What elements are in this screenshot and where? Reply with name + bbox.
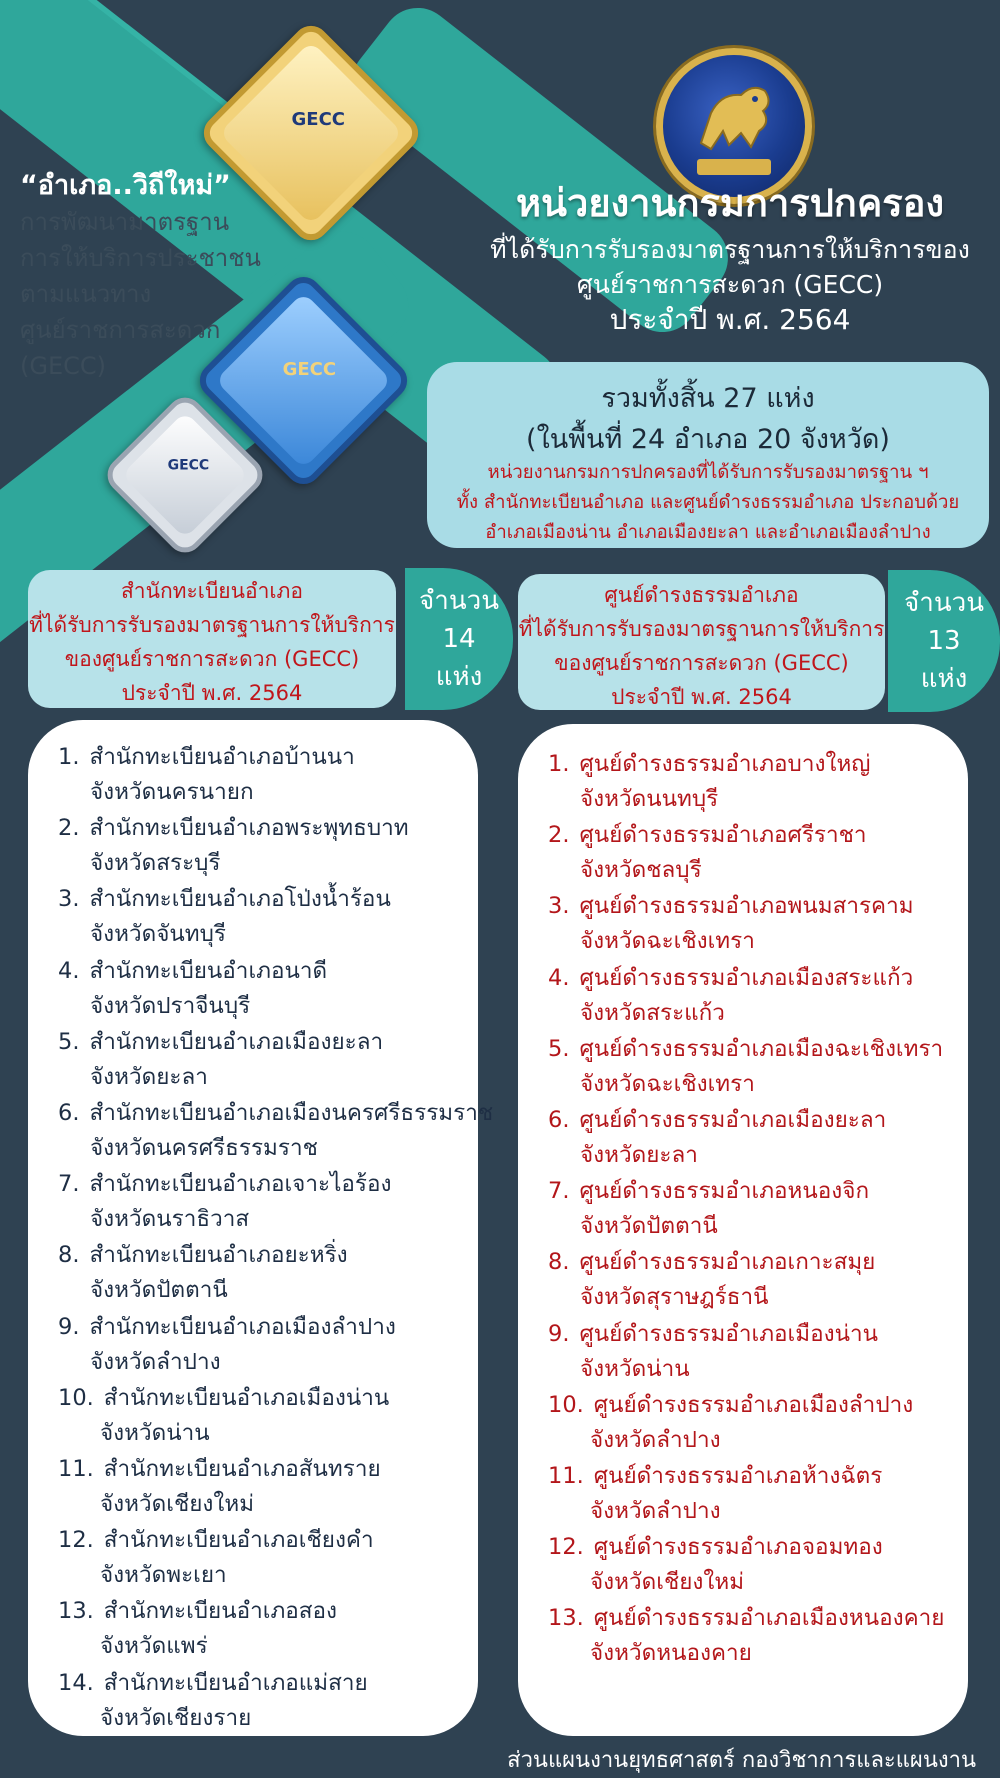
list-item-number: 3.: [548, 893, 570, 920]
category-line: ประจำปี พ.ศ. 2564: [611, 685, 792, 709]
category-line: ที่ได้รับการรับรองมาตรฐานการให้บริการ: [518, 617, 885, 641]
list-item-office-name: สำนักทะเบียนอำเภอพระพุทธบาท: [89, 815, 409, 842]
list-item-office: [548, 887, 914, 923]
list-item-province: จังหวัดนครนายก: [90, 779, 254, 805]
list-item-number: 8.: [548, 1249, 570, 1276]
list-item-office-name: ศูนย์ดำรงธรรมอำเภอเมืองฉะเชิงเทรา: [579, 1035, 944, 1062]
list-item-province: จังหวัดสุราษฎร์ธานี: [580, 1284, 769, 1311]
list-item-office-name: ศูนย์ดำรงธรรมอำเภอห้างฉัตร: [593, 1463, 883, 1489]
list-item-number: 7.: [548, 1178, 570, 1205]
list-item-office: [58, 738, 355, 774]
list-item-office: [548, 816, 867, 852]
subtitle-line: ที่ได้รับการรับรองมาตรฐานการให้บริการของ: [490, 235, 970, 264]
list-item-province: จังหวัดสระบุรี: [90, 850, 221, 877]
list-item-office-name: ศูนย์ดำรงธรรมอำเภอเมืองสระแก้ว: [579, 964, 914, 991]
list-item-number: 5.: [58, 1028, 80, 1055]
list-item-office: [58, 809, 409, 845]
list-item: [548, 1243, 978, 1314]
count-registration-office: [405, 568, 513, 710]
list-item: [548, 959, 978, 1030]
list-item-office: [58, 952, 327, 988]
list-item-number: 13.: [58, 1598, 94, 1625]
list-item-office: [58, 1094, 493, 1130]
list-item-office: [548, 1386, 913, 1422]
list-item-office: [548, 1172, 869, 1208]
footer-credit: ส่วนแผนงานยุทธศาสตร์ กองวิชาการและแผนงาน: [507, 1748, 976, 1773]
list-item-number: 13.: [548, 1605, 584, 1632]
list-item-office-name: ศูนย์ดำรงธรรมอำเภอบางใหญ่: [579, 751, 871, 777]
list-item-office: [58, 1308, 396, 1344]
list-item-office: [58, 880, 391, 916]
list-item-office: [58, 1379, 389, 1415]
tagline-quote: “อำเภอ..วิถีใหม่”: [20, 170, 231, 201]
list-item-province: จังหวัดปัตตานี: [580, 1213, 718, 1240]
list-item: [58, 1592, 488, 1663]
list-item: [58, 1165, 488, 1236]
list-item: [58, 1379, 488, 1450]
category-line: ศูนย์ดำรงธรรมอำเภอ: [604, 583, 799, 607]
list-item-number: 12.: [58, 1527, 94, 1554]
page-subtitle: [470, 232, 990, 337]
list-item: [548, 1528, 978, 1599]
tagline-line: ตามแนวทาง: [20, 280, 152, 308]
list-item-number: 6.: [58, 1100, 80, 1126]
subtitle-line: ประจำปี พ.ศ. 2564: [609, 303, 851, 336]
list-item-province: จังหวัดยะลา: [90, 1063, 208, 1090]
list-item-province: จังหวัดแพร่: [100, 1633, 208, 1660]
list-item-office: [548, 1599, 944, 1635]
list-item-office: [58, 1023, 383, 1059]
list-item-province: จังหวัดหนองคาย: [590, 1640, 752, 1667]
list-item-number: 9.: [58, 1313, 80, 1340]
list-item-office-name: สำนักทะเบียนอำเภอเมืองยะลา: [89, 1028, 384, 1055]
list-item-office-name: สำนักทะเบียนอำเภอนาดี: [89, 957, 328, 984]
list-item-province: จังหวัดยะลา: [580, 1142, 698, 1168]
list-item-office-name: ศูนย์ดำรงธรรมอำเภอจอมทอง: [593, 1534, 883, 1561]
category-line: ของศูนย์ราชการสะดวก (GECC): [554, 651, 849, 675]
list-item: [548, 1030, 978, 1101]
list-item-office-name: ศูนย์ดำรงธรรมอำเภอหนองจิก: [579, 1178, 870, 1205]
list-item-number: 1.: [548, 751, 570, 777]
badge-code: GECC: [167, 457, 210, 474]
category-line: ประจำปี พ.ศ. 2564: [121, 681, 303, 705]
tagline-line: การพัฒนามาตรฐาน: [20, 208, 230, 236]
list-item-number: 7.: [58, 1171, 80, 1198]
category-line: สำนักทะเบียนอำเภอ: [120, 579, 303, 603]
subtitle-line: ศูนย์ราชการสะดวก (GECC): [576, 270, 884, 299]
list-item-office: [58, 1664, 368, 1700]
list-item-office: [58, 1165, 391, 1201]
list-item: [58, 1236, 488, 1307]
count-value: 13: [927, 626, 961, 656]
list-item-office: [548, 745, 870, 781]
list-item-number: 4.: [58, 957, 80, 984]
list-item-province: จังหวัดเชียงใหม่: [100, 1491, 255, 1517]
summary-area: (ในพื้นที่ 24 อำเภอ 20 จังหวัด): [526, 424, 890, 455]
list-item-office-name: สำนักทะเบียนอำเภอเจาะไอร้อง: [89, 1171, 392, 1198]
list-item: [548, 1315, 978, 1386]
list-item-office: [548, 1101, 886, 1137]
list-item-office-name: สำนักทะเบียนอำเภอสันทราย: [103, 1456, 381, 1482]
category-registration-office: [28, 570, 396, 708]
tagline-line: (GECC): [20, 352, 107, 380]
list-item: [58, 952, 488, 1023]
badge-code: GECC: [282, 358, 337, 380]
list-item-office-name: สำนักทะเบียนอำเภอโป่งน้ำร้อน: [89, 886, 391, 913]
list-item-number: 10.: [58, 1384, 94, 1411]
list-item-province: จังหวัดสระแก้ว: [580, 999, 725, 1026]
list-item-office-name: ศูนย์ดำรงธรรมอำเภอเกาะสมุย: [579, 1249, 876, 1276]
list-item-province: จังหวัดน่าน: [580, 1355, 690, 1382]
list-item-province: จังหวัดชลบุรี: [580, 857, 702, 884]
list-item: [548, 1599, 978, 1670]
list-item-office: [548, 1243, 875, 1279]
list-item-office-name: ศูนย์ดำรงธรรมอำเภอเมืองลำปาง: [593, 1391, 914, 1418]
list-item-province: จังหวัดฉะเชิงเทรา: [580, 1070, 755, 1097]
list-item-office-name: สำนักทะเบียนอำเภอสอง: [103, 1598, 338, 1625]
list-item-office-name: ศูนย์ดำรงธรรมอำเภอเมืองหนองคาย: [593, 1605, 945, 1632]
list-item: [548, 1101, 978, 1172]
count-damrongdham-center: [888, 570, 1000, 712]
category-damrongdham-center: [518, 574, 885, 710]
list-item-number: 11.: [548, 1463, 584, 1489]
list-item-office: [548, 1030, 943, 1066]
list-item-number: 8.: [58, 1242, 80, 1269]
category-line: ที่ได้รับการรับรองมาตรฐานการให้บริการ: [29, 613, 395, 637]
list-item: [548, 1457, 978, 1528]
list-item-office: [548, 1457, 882, 1493]
list-item-province: จังหวัดปัตตานี: [90, 1277, 228, 1304]
list-item-office: [548, 959, 913, 995]
list-item-office-name: สำนักทะเบียนอำเภอแม่สาย: [103, 1669, 368, 1696]
list-item-number: 10.: [548, 1391, 584, 1418]
list-item-office-name: ศูนย์ดำรงธรรมอำเภอเมืองยะลา: [579, 1107, 887, 1133]
count-unit: แห่ง: [920, 664, 968, 694]
list-item-province: จังหวัดน่าน: [100, 1419, 210, 1446]
list-item-province: จังหวัดเชียงราย: [100, 1704, 252, 1731]
badge-code: GECC: [291, 109, 345, 131]
list-item: [58, 738, 488, 809]
list-item: [58, 1450, 488, 1521]
list-item-number: 2.: [58, 815, 80, 842]
list-item-number: 1.: [58, 744, 80, 770]
list-item-number: 4.: [548, 964, 570, 991]
list-item-number: 3.: [58, 886, 80, 913]
list-item-province: จังหวัดนนทบุรี: [580, 786, 719, 812]
list-item: [58, 880, 488, 951]
list-item: [58, 1521, 488, 1592]
summary-desc-line: ทั้ง สำนักทะเบียนอำเภอ และศูนย์ดำรงธรรมอำเภอ ประกอบด้วย: [456, 492, 960, 513]
page-title: หน่วยงานกรมการปกครอง: [515, 181, 945, 225]
list-item-number: 5.: [548, 1035, 570, 1062]
count-value: 14: [442, 624, 476, 654]
list-item-number: 11.: [58, 1456, 94, 1482]
list-item-office-name: สำนักทะเบียนอำเภอเมืองน่าน: [103, 1384, 390, 1411]
list-item-province: จังหวัดนครศรีธรรมราช: [90, 1135, 318, 1161]
count-unit: แห่ง: [435, 662, 483, 692]
summary-desc-line: อำเภอเมืองน่าน อำเภอเมืองยะลา และอำเภอเมืองลำปาง: [485, 522, 931, 543]
list-item: [548, 1172, 978, 1243]
list-item: [548, 1386, 978, 1457]
list-item: [58, 1308, 488, 1379]
list-item: [548, 887, 978, 958]
list-item-province: จังหวัดปราจีนบุรี: [90, 992, 251, 1019]
list-item-province: จังหวัดลำปาง: [590, 1498, 721, 1524]
list-item-office-name: สำนักทะเบียนอำเภอยะหริ่ง: [89, 1242, 348, 1269]
list-item-province: จังหวัดเชียงใหม่: [590, 1569, 745, 1596]
tagline-line: ศูนย์ราชการสะดวก: [20, 316, 221, 344]
summary-desc-line: หน่วยงานกรมการปกครองที่ได้รับการรับรองมาตรฐาน ฯ: [487, 462, 929, 483]
list-item-number: 2.: [548, 822, 570, 849]
list-item: [58, 1023, 488, 1094]
list-item-number: 9.: [548, 1320, 570, 1347]
list-item-office-name: สำนักทะเบียนอำเภอเมืองนครศรีธรรมราช: [89, 1100, 494, 1126]
list-item: [58, 809, 488, 880]
list-item-office-name: ศูนย์ดำรงธรรมอำเภอเมืองน่าน: [579, 1320, 878, 1347]
list-item-number: 14.: [58, 1669, 94, 1696]
summary-box: [427, 362, 989, 548]
list-item-province: จังหวัดฉะเชิงเทรา: [580, 928, 755, 955]
list-item-office: [58, 1236, 348, 1272]
list-item: [548, 816, 978, 887]
list-item-office: [58, 1592, 337, 1628]
summary-description: [427, 458, 989, 548]
list-item-office: [548, 1528, 883, 1564]
list-item-province: จังหวัดพะเยา: [100, 1562, 227, 1589]
list-item-office-name: ศูนย์ดำรงธรรมอำเภอพนมสารคาม: [579, 893, 914, 920]
list-item: [58, 1094, 494, 1165]
list-item-office-name: สำนักทะเบียนอำเภอเชียงคำ: [103, 1527, 374, 1554]
category-line: ของศูนย์ราชการสะดวก (GECC): [64, 647, 360, 671]
list-item-office-name: ศูนย์ดำรงธรรมอำเภอศรีราชา: [579, 822, 867, 849]
list-item-office: [58, 1521, 374, 1557]
list-item-office: [548, 1315, 878, 1351]
list-item: [58, 1664, 488, 1735]
list-item-province: จังหวัดจันทบุรี: [90, 921, 227, 948]
count-label: จำนวน: [419, 586, 499, 616]
list-item-number: 12.: [548, 1534, 584, 1561]
list-item-number: 6.: [548, 1107, 570, 1133]
tagline-line: การให้บริการประชาชน: [20, 244, 261, 272]
count-label: จำนวน: [904, 588, 984, 618]
summary-total: รวมทั้งสิ้น 27 แห่ง: [601, 383, 815, 414]
list-item-province: จังหวัดลำปาง: [90, 1348, 221, 1375]
list-item-province: จังหวัดนราธิวาส: [90, 1206, 250, 1233]
list-item-province: จังหวัดลำปาง: [590, 1426, 721, 1453]
list-item: [548, 745, 978, 816]
list-item-office: [58, 1450, 381, 1486]
list-item-office-name: สำนักทะเบียนอำเภอบ้านนา: [89, 744, 355, 770]
list-item-office-name: สำนักทะเบียนอำเภอเมืองลำปาง: [89, 1313, 396, 1340]
